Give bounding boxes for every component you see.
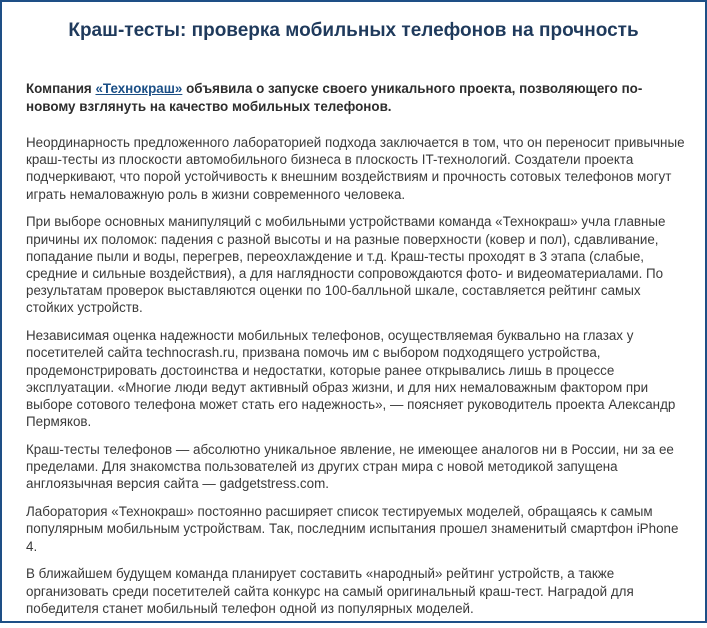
article-lead [26, 80, 687, 116]
article-paragraph: Независимая оценка надежности мобильных телефонов, осуществляемая буквально на глазах у посетителей сайта technocrash.ru, призвана помочь им с выбором подходящего устройства, продемонстрировать достоинства и недостатки, которые ранее открывались лишь в процессе эксплуатации. «Многие люди ведут активный образ жизни, и для них немаловажным фактором при выборе сотового телефона может стать его надежность», — поясняет руководитель проекта Александр Пермяков. [26, 328, 676, 430]
lead-text-before: Компания [26, 81, 96, 96]
article-body [26, 134, 691, 628]
article-paragraph: Краш-тесты телефонов — абсолютно уникальное явление, не имеющее аналогов ни в России, ни за ее пределами. Для знакомства пользователей из других стран мира с новой методикой запущена англоязычная версия сайта — gadgetstress.com. [26, 442, 674, 492]
article-title: Краш-тесты: проверка мобильных телефонов на прочность [68, 20, 639, 41]
article-paragraph: В ближайшем будущем команда планирует составить «народный» рейтинг устройств, а также организовать среди посетителей сайта конкурс на самый оригинальный краш-тест. Наградой для победителя станет мобильный телефон одной из популярных моделей. [26, 566, 634, 616]
lead-text-after: объявила о запуске своего уникального проекта, позволяющего по-новому взглянуть на качество мобильных телефонов. [26, 81, 643, 114]
article-paragraph: При выборе основных манипуляций с мобильными устройствами команда «Технокраш» учла главные причины их поломок: падения с разной высоты и на разные поверхности (ковер и пол), сдавливание, попадание пыли и воды, перегрев, переохлаждение и т.д. Краш-тесты проходят в 3 этапа (слабые, средние и сильные воздействия), а для наглядности сопровождаются фото- и видеоматериалами. По результатам проверок выставляются оценки по 100-балльной шкале, составляется рейтинг самых стойких устройств. [26, 214, 666, 316]
article-paragraph: Неординарность предложенного лабораторией подхода заключается в том, что он переносит привычные краш-тесты из плоскости автомобильного бизнеса в плоскость IT-технологий. Создатели проекта подчеркивают, что порой устойчивость к внешним воздействиям и прочность сотовых телефонов могут играть немаловажную роль в жизни современного человека. [26, 135, 685, 202]
article-paragraph: Лаборатория «Технокраш» постоянно расширяет список тестируемых моделей, обращаясь к самым популярным мобильным устройствам. Так, последним испытания прошел знаменитый смартфон iPhone 4. [26, 504, 679, 554]
company-link[interactable]: «Технокраш» [95, 81, 183, 96]
